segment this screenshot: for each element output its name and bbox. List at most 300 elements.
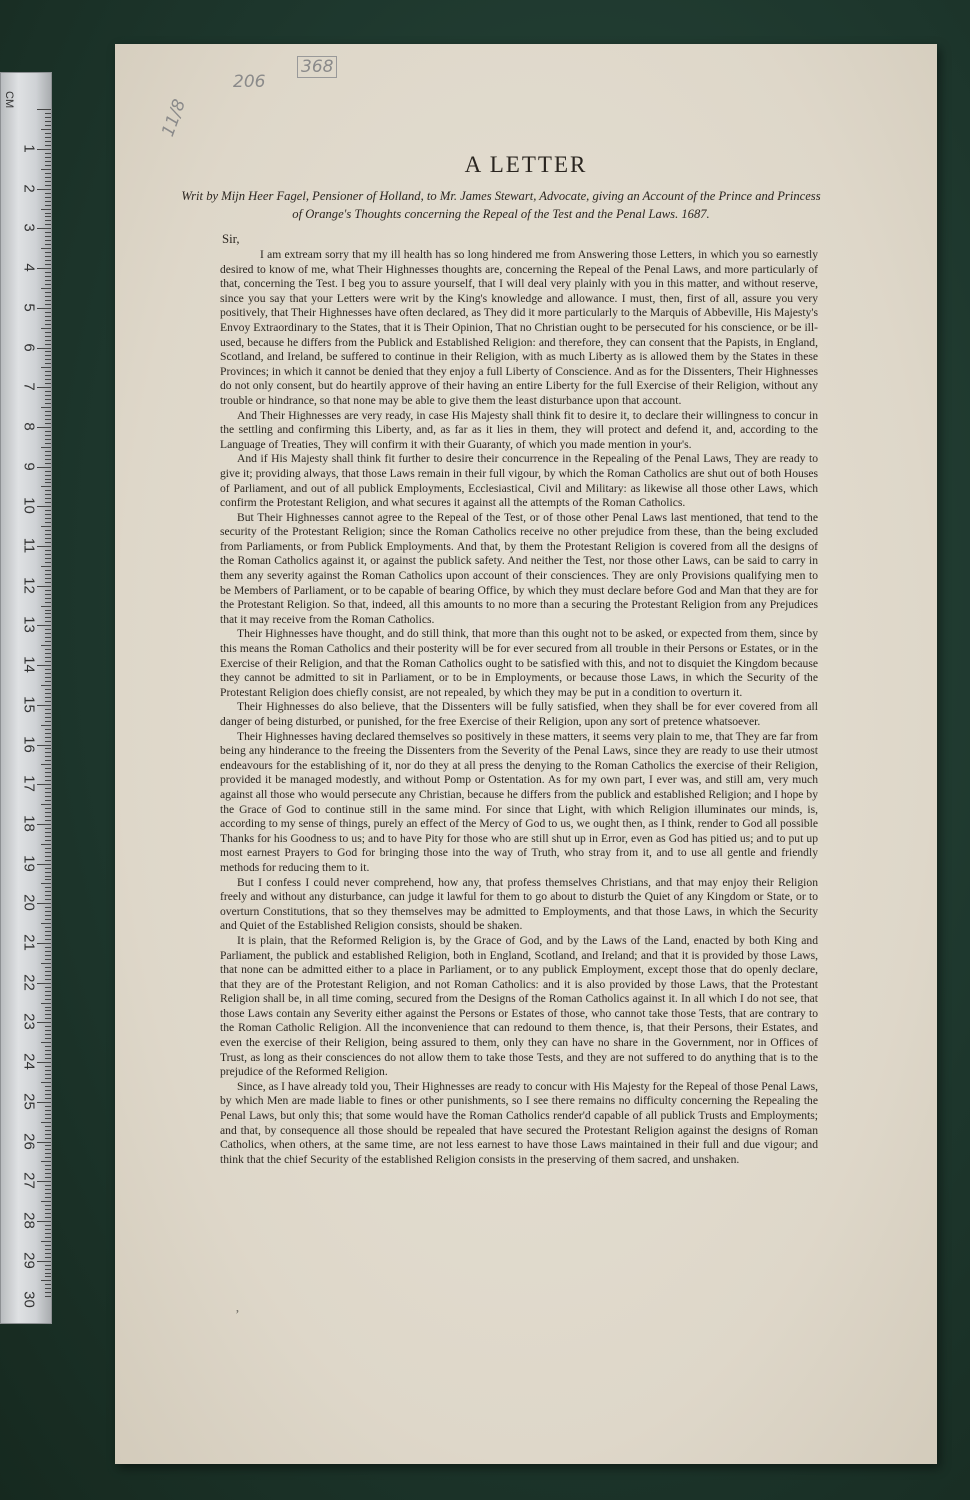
ruler-tick — [45, 173, 51, 174]
ruler-tick — [45, 1165, 51, 1166]
ruler-tick — [45, 117, 51, 118]
ruler-tick — [45, 1074, 51, 1075]
ruler-number: 22 — [20, 973, 38, 991]
ruler-tick — [45, 876, 51, 877]
ruler-tick — [45, 1066, 51, 1067]
ruler-tick — [41, 1280, 51, 1281]
ruler-tick — [45, 1269, 51, 1270]
ruler-number: 27 — [20, 1172, 38, 1190]
ruler-tick — [45, 133, 51, 134]
paragraph: But I confess I could never comprehend, how any, that profess themselves Christians, and that may enjoy their Religion freely and without any disturbance, can judge it lawful for them to go about to disturb the Quiet of any Kingdom or State, or to overturn Constitutions, that so they themselves may be admitted to Employments, and that those Laws, in which the Security and Quiet of the Established Religion consists, should be shaken. — [220, 875, 818, 933]
paragraph: Their Highnesses do also believe, that the Dissenters will be fully satisfied, when they shall be for ever covered from all danger of being disturbed, or punished, for the free Exercise of their Religion, upon any sort of pretence whatsoever. — [220, 700, 818, 728]
ruler-tick — [45, 1292, 51, 1293]
ruler-tick — [45, 141, 51, 142]
ruler-tick — [37, 943, 51, 944]
ruler-tick — [45, 899, 51, 900]
ruler-tick — [41, 129, 51, 130]
ruler-number: 7 — [20, 382, 38, 391]
ruler-tick — [45, 975, 51, 976]
ruler-tick — [45, 852, 51, 853]
ruler-tick — [45, 895, 51, 896]
ruler-tick — [45, 232, 51, 233]
ruler-tick — [45, 554, 51, 555]
ruler-tick — [45, 1284, 51, 1285]
ruler-tick — [45, 1185, 51, 1186]
ruler-tick — [45, 955, 51, 956]
ruler-tick — [45, 177, 51, 178]
ruler-tick — [45, 1130, 51, 1131]
ruler-tick — [37, 745, 51, 746]
ruler-tick — [45, 280, 51, 281]
ruler-tick — [45, 300, 51, 301]
ruler-tick — [45, 1193, 51, 1194]
ruler-tick — [45, 276, 51, 277]
ruler-tick — [45, 336, 51, 337]
ruler-tick — [45, 542, 51, 543]
ruler-tick — [45, 494, 51, 495]
ruler-tick — [37, 1221, 51, 1222]
ruler-tick — [45, 768, 51, 769]
ruler-number: 15 — [20, 695, 38, 713]
ruler-tick — [45, 780, 51, 781]
ruler-number: 24 — [20, 1053, 38, 1070]
ruler-number: 8 — [20, 422, 38, 431]
paragraph: It is plain, that the Reformed Religion is, by the Grace of God, and by the Laws of the Land, enacted by both King and Parliament, the publick and established Religion, both in England, Scotland, and Ireland; and that it is provided by those Laws, that none can be admitted either to a place in Parliament, or to any publick Employment, except those that do openly declare, that they are of the Protestant Religion, and not Roman Catholics: and it is also provided by those Laws, that the Protestant Religion shall be, in all time coming, secured from the Designs of the Roman Catholics against it. In all which I do not see, that those Laws contain any Severity either against the Persons or Estates of those, who cannot take those Tests, that are contrary to the Roman Catholic Religion. All the inconvenience that can redound to them thence, is, that their Persons, their Estates, and even the exercise of their Religion, being assured to them, only they can have no share in the Government, nor in Offices of Trust, as long as their consciences do not allow them to take those Tests, and they are not suffered to do anything that is to the prejudice of the Reformed Religion. — [220, 933, 818, 1079]
ruler-tick — [45, 959, 51, 960]
ruler-number: 10 — [20, 497, 38, 515]
ruler-tick — [45, 927, 51, 928]
ruler-tick — [45, 617, 51, 618]
ruler-number: 6 — [20, 342, 38, 352]
ruler-tick — [45, 292, 51, 293]
ruler-tick — [45, 590, 51, 591]
ruler-tick — [45, 891, 51, 892]
letter-body — [220, 248, 818, 1167]
ruler-tick — [41, 248, 51, 249]
pencil-note-boxed: 368 — [297, 56, 337, 78]
paragraph: Since, as I have already told you, Their Highnesses are ready to concur with His Majesty for the Repeal of those Penal Laws, by which Men are made liable to fines or other punishments, so I see there remains no difficulty concerning the Repealing the Penal Laws, but only this; that some would have the Roman Catholics render'd capable of all publick Trusts and Employments; and that, by consequence all those should be repealed that have secured the Protestant Religion against the designs of Roman Catholics, when others, at the same time, are not less earnest to have those Laws maintained in their full and due vigour; and think that the chief Security of the established Religion consists in the preserving of them sacred, and unshaken. — [220, 1079, 818, 1166]
ruler-tick — [45, 205, 51, 206]
ruler-tick — [45, 475, 51, 476]
ruler-number: 25 — [20, 1092, 38, 1110]
ruler-tick — [45, 375, 51, 376]
ruler-tick — [41, 328, 51, 329]
ruler-tick — [45, 538, 51, 539]
ruler-tick — [45, 193, 51, 194]
ruler-tick — [45, 574, 51, 575]
ruler-tick — [45, 741, 51, 742]
ruler-tick — [45, 157, 51, 158]
ruler-number: 4 — [20, 263, 38, 272]
ruler-tick — [45, 995, 51, 996]
ruler-tick — [45, 256, 51, 257]
ruler-tick — [37, 189, 51, 190]
ruler-tick — [45, 1237, 51, 1238]
ruler-tick — [37, 506, 51, 507]
ruler-tick — [45, 260, 51, 261]
ruler-tick — [45, 1050, 51, 1051]
ruler-tick — [37, 109, 51, 110]
ruler-tick — [45, 828, 51, 829]
ruler-tick — [41, 1201, 51, 1202]
ruler-tick — [37, 1102, 51, 1103]
ruler-tick — [45, 610, 51, 611]
ruler-number: 12 — [20, 576, 38, 594]
ruler-tick — [45, 1177, 51, 1178]
ruler-tick — [45, 816, 51, 817]
ruler-tick — [45, 518, 51, 519]
ruler-tick — [45, 1094, 51, 1095]
ruler-tick — [45, 240, 51, 241]
ruler-tick — [45, 1149, 51, 1150]
ruler-tick — [45, 1157, 51, 1158]
ruler-tick — [45, 201, 51, 202]
ruler-tick — [37, 864, 51, 865]
document-page — [115, 44, 937, 1464]
ruler-tick — [45, 1078, 51, 1079]
ruler-tick — [37, 705, 51, 706]
ruler-tick — [45, 1026, 51, 1027]
ruler-tick — [45, 657, 51, 658]
ruler-tick — [45, 1054, 51, 1055]
ruler-tick — [45, 979, 51, 980]
ruler-number: 28 — [20, 1212, 38, 1229]
ruler-tick — [45, 1209, 51, 1210]
ruler-tick — [45, 498, 51, 499]
ruler-tick — [45, 284, 51, 285]
ruler-tick — [45, 359, 51, 360]
ruler-tick — [45, 479, 51, 480]
pencil-mark: ʼ — [235, 1308, 240, 1323]
ruler-tick — [41, 883, 51, 884]
ruler-tick — [45, 320, 51, 321]
ruler-tick — [45, 236, 51, 237]
ruler-tick — [45, 558, 51, 559]
ruler-tick — [45, 403, 51, 404]
ruler-tick — [45, 602, 51, 603]
ruler-number: 1 — [20, 144, 38, 153]
ruler-tick — [41, 288, 51, 289]
ruler-tick — [45, 1034, 51, 1035]
ruler-tick — [37, 1022, 51, 1023]
ruler-tick — [37, 467, 51, 468]
ruler-tick — [45, 1173, 51, 1174]
ruler-tick — [45, 312, 51, 313]
ruler-tick — [45, 840, 51, 841]
ruler-tick — [37, 387, 51, 388]
ruler-tick — [45, 621, 51, 622]
ruler-tick — [41, 963, 51, 964]
ruler-number: 19 — [20, 854, 38, 872]
ruler-tick — [37, 1181, 51, 1182]
ruler-tick — [41, 923, 51, 924]
ruler-tick — [45, 1010, 51, 1011]
ruler-tick — [45, 1058, 51, 1059]
ruler-unit-label: CM — [3, 91, 15, 109]
ruler-tick — [45, 820, 51, 821]
ruler-tick — [45, 534, 51, 535]
ruler-tick — [45, 213, 51, 214]
ruler-tick — [45, 1126, 51, 1127]
ruler-tick — [45, 649, 51, 650]
ruler-tick — [45, 332, 51, 333]
ruler-tick — [45, 1070, 51, 1071]
ruler-tick — [45, 792, 51, 793]
ruler-tick — [45, 1233, 51, 1234]
ruler-tick — [45, 244, 51, 245]
ruler-tick — [45, 594, 51, 595]
ruler-number: 5 — [20, 303, 38, 312]
ruler-tick — [41, 1042, 51, 1043]
ruler-tick — [45, 633, 51, 634]
ruler-tick — [45, 653, 51, 654]
ruler-tick — [45, 514, 51, 515]
ruler-tick — [45, 455, 51, 456]
ruler-tick — [45, 423, 51, 424]
ruler-tick — [45, 482, 51, 483]
ruler-tick — [45, 185, 51, 186]
ruler-tick — [45, 371, 51, 372]
ruler-tick — [45, 121, 51, 122]
ruler-tick — [37, 348, 51, 349]
ruler-tick — [41, 526, 51, 527]
ruler-tick — [45, 220, 51, 221]
ruler-tick — [45, 733, 51, 734]
ruler-tick — [45, 697, 51, 698]
salutation: Sir, — [222, 232, 240, 246]
ruler-tick — [45, 439, 51, 440]
ruler-tick — [45, 868, 51, 869]
ruler-tick — [45, 661, 51, 662]
ruler-tick — [45, 324, 51, 325]
pencil-note-corner: 11/8 — [158, 96, 191, 140]
ruler-tick — [45, 1276, 51, 1277]
ruler-tick — [45, 1145, 51, 1146]
ruler-tick — [45, 355, 51, 356]
ruler-tick — [45, 1229, 51, 1230]
ruler-tick — [45, 971, 51, 972]
ruler-tick — [45, 1106, 51, 1107]
ruler-tick — [45, 693, 51, 694]
ruler-tick — [37, 586, 51, 587]
ruler-number: 21 — [20, 934, 38, 951]
ruler-tick — [45, 1090, 51, 1091]
ruler-tick — [41, 1122, 51, 1123]
ruler-tick — [37, 149, 51, 150]
paragraph: And Their Highnesses are very ready, in case His Majesty shall think fit to desire it, to declare their willingness to concur in the settling and confirming this Liberty, and, as far as it lies in them, they will protect and defend it, and, according to the Language of Treaties, They will confirm it with their Guaranty, of which you made mention in your's. — [220, 408, 818, 451]
ruler-tick — [45, 848, 51, 849]
ruler-tick — [45, 776, 51, 777]
ruler-tick — [45, 411, 51, 412]
ruler-tick — [45, 125, 51, 126]
ruler-tick — [41, 725, 51, 726]
ruler-tick — [45, 931, 51, 932]
ruler-tick — [45, 1265, 51, 1266]
ruler-tick — [45, 1217, 51, 1218]
ruler-tick — [45, 490, 51, 491]
ruler-tick — [45, 391, 51, 392]
ruler-tick — [45, 748, 51, 749]
ruler-tick — [45, 379, 51, 380]
ruler-tick — [45, 363, 51, 364]
ruler-tick — [45, 1189, 51, 1190]
ruler-tick — [41, 764, 51, 765]
ruler-tick — [45, 224, 51, 225]
paragraph: And if His Majesty shall think fit further to desire their concurrence in the Repealing of the Penal Laws, They are ready to give it; providing always, that those Laws remain in their full vigour, by which the Roman Catholics are shut out of both Houses of Parliament, and out of all publick Employments, Ecclesiastical, Civil and Military: as likewise all those other Laws, which confirm the Protestant Religion, and what secures it against all the attempts of the Roman Catholics. — [220, 452, 818, 510]
ruler-tick — [45, 772, 51, 773]
ruler-tick — [45, 860, 51, 861]
ruler-tick — [41, 1003, 51, 1004]
ruler-tick — [45, 832, 51, 833]
ruler-tick — [37, 1142, 51, 1143]
ruler-tick — [45, 1169, 51, 1170]
ruler-tick — [37, 308, 51, 309]
ruler-tick — [45, 729, 51, 730]
ruler-tick — [45, 582, 51, 583]
ruler-tick — [45, 502, 51, 503]
ruler-tick — [41, 1082, 51, 1083]
ruler-tick — [45, 459, 51, 460]
ruler-tick — [45, 530, 51, 531]
ruler-tick — [45, 935, 51, 936]
ruler-tick — [45, 737, 51, 738]
ruler-tick — [37, 903, 51, 904]
ruler-tick — [45, 701, 51, 702]
ruler-tick — [45, 752, 51, 753]
ruler-tick — [45, 252, 51, 253]
ruler-tick — [41, 1161, 51, 1162]
ruler-tick — [45, 1030, 51, 1031]
ruler-number: 13 — [20, 616, 38, 634]
ruler-tick — [45, 673, 51, 674]
ruler-tick — [37, 546, 51, 547]
ruler-tick — [45, 999, 51, 1000]
ruler-tick — [45, 760, 51, 761]
ruler-tick — [45, 709, 51, 710]
ruler-tick — [45, 1153, 51, 1154]
ruler-tick — [45, 991, 51, 992]
ruler-tick — [45, 677, 51, 678]
ruler-tick — [45, 197, 51, 198]
ruler-tick — [45, 399, 51, 400]
pencil-note-number: 206 — [233, 72, 266, 92]
ruler-tick — [45, 681, 51, 682]
ruler-tick — [41, 606, 51, 607]
ruler-tick — [45, 431, 51, 432]
ruler-tick — [41, 1241, 51, 1242]
ruler-number: 17 — [20, 775, 38, 793]
ruler-tick — [41, 486, 51, 487]
ruler-tick — [45, 1257, 51, 1258]
ruler-tick — [45, 911, 51, 912]
ruler-tick — [45, 987, 51, 988]
ruler-tick — [37, 983, 51, 984]
document-subtitle: Writ by Mijn Heer Fagel, Pensioner of Holland, to Mr. James Stewart, Advocate, giving an Account of the Prince and Princess of Orange's Thoughts concerning the Repeal of the Test and the Penal Laws. 1687. — [181, 189, 821, 221]
ruler-tick — [45, 947, 51, 948]
ruler-number: 29 — [20, 1251, 38, 1269]
ruler-tick — [45, 351, 51, 352]
ruler-tick — [45, 522, 51, 523]
ruler-tick — [45, 383, 51, 384]
ruler-tick — [45, 145, 51, 146]
paragraph: Their Highnesses have thought, and do still think, that more than this ought not to be asked, or expected from them, since by this means the Roman Catholics and their posterity will be for ever secured from all trouble in their Persons or Estates, or in the Exercise of their Religion, and that the Roman Catholics ought to be satisfied with this, and not to disquiet the Kingdom because they cannot be admitted to sit in Parliament, or to be in Employments, or because those Laws, in which the Security of the Protestant Religion does chiefly consist, are not repealed, by which they may be put in a condition to overturn it. — [220, 627, 818, 699]
ruler-tick — [45, 443, 51, 444]
ruler-tick — [45, 161, 51, 162]
ruler-tick — [45, 419, 51, 420]
ruler-tick — [45, 613, 51, 614]
ruler-number: 26 — [20, 1132, 38, 1150]
ruler-tick — [45, 856, 51, 857]
ruler-number: 2 — [20, 184, 38, 193]
ruler-tick — [41, 367, 51, 368]
ruler-tick — [37, 268, 51, 269]
ruler-tick — [45, 1288, 51, 1289]
measuring-ruler — [0, 72, 52, 1324]
ruler-tick — [45, 344, 51, 345]
ruler-tick — [45, 1273, 51, 1274]
ruler-tick — [45, 1014, 51, 1015]
ruler-tick — [45, 1046, 51, 1047]
paragraph: I am extream sorry that my ill health has so long hindered me from Answering those Letters, in which you so earnestly desired to know of me, what Their Highnesses thoughts are, concerning the Repeal of the Penal Laws, and more particularly of that, concerning the Test. I beg you to assure yourself, that I will deal very plainly with you in this matter, and without reserve, since you say that your Letters were writ by the King's knowledge and allowance. I must, then, first of all, assure you very positively, that Their Highnesses have often declared, as They did it more particularly to the Marquis of Abbeville, His Majesty's Envoy Extraordinary to the States, that it is Their Opinion, That no Christian ought to be persecuted for his conscience, or be ill-used, because he differs from the Publick and Established Religion: and therefore, they can consent that the Papists, in England, Scotland, and Ireland, be suffered to continue in their Religion, with as much Liberty as is allowed them by the States in these Provinces; in which it cannot be denied that they enjoy a full Liberty of Conscience. And as for the Dissenters, Their Highnesses do not only consent, but do heartily approve of their having an entire Liberty for the full Exercise of their Religion, without any trouble or hindrance, so that none may be able to give them the least disturbance upon that account. — [220, 248, 818, 407]
ruler-tick — [45, 451, 51, 452]
ruler-tick — [45, 713, 51, 714]
ruler-tick — [45, 304, 51, 305]
ruler-tick — [45, 939, 51, 940]
ruler-number: 23 — [20, 1013, 38, 1031]
ruler-tick — [45, 562, 51, 563]
ruler-tick — [45, 669, 51, 670]
ruler-tick — [37, 427, 51, 428]
ruler-number: 3 — [20, 223, 38, 233]
ruler-tick — [45, 907, 51, 908]
ruler-tick — [45, 1225, 51, 1226]
ruler-tick — [45, 316, 51, 317]
ruler-tick — [45, 879, 51, 880]
ruler-tick — [45, 1118, 51, 1119]
ruler-tick — [45, 113, 51, 114]
ruler-tick — [37, 625, 51, 626]
ruler-tick — [45, 1114, 51, 1115]
ruler-tick — [45, 415, 51, 416]
ruler-tick — [45, 181, 51, 182]
ruler-tick — [45, 1134, 51, 1135]
ruler-tick — [45, 471, 51, 472]
ruler-tick — [45, 1197, 51, 1198]
ruler-number: 30 — [20, 1291, 38, 1309]
ruler-tick — [45, 435, 51, 436]
ruler-tick — [37, 1062, 51, 1063]
ruler-tick — [45, 717, 51, 718]
ruler-tick — [45, 137, 51, 138]
ruler-tick — [45, 808, 51, 809]
ruler-tick — [45, 153, 51, 154]
ruler-tick — [41, 844, 51, 845]
ruler-tick — [45, 1296, 51, 1297]
ruler-tick — [37, 784, 51, 785]
ruler-tick — [45, 1253, 51, 1254]
ruler-tick — [45, 510, 51, 511]
ruler-tick — [45, 1086, 51, 1087]
ruler-tick — [41, 804, 51, 805]
ruler-tick — [45, 796, 51, 797]
ruler-tick — [45, 296, 51, 297]
ruler-number: 9 — [20, 461, 38, 471]
ruler-tick — [45, 1213, 51, 1214]
ruler-tick — [45, 1249, 51, 1250]
ruler-tick — [45, 800, 51, 801]
ruler-tick — [45, 951, 51, 952]
ruler-tick — [45, 1138, 51, 1139]
